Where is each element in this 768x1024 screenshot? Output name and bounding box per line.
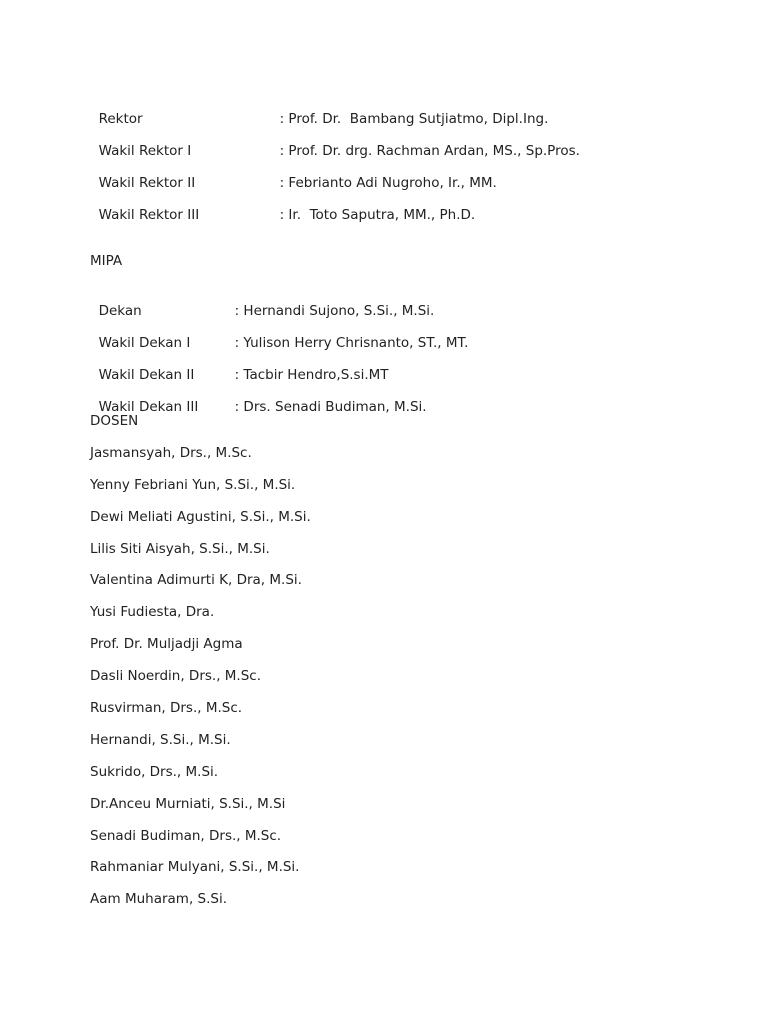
- lecturer-item: Sukrido, Drs., M.Si.: [90, 764, 219, 780]
- official-name: : Hernandi Sujono, S.Si., M.Si.: [234, 303, 435, 319]
- official-name: : Yulison Herry Chrisnanto, ST., MT.: [234, 335, 469, 351]
- wakil-dekan-3-row: [90, 380, 427, 416]
- wakil-rektor-1-row: [90, 124, 580, 160]
- lecturers-heading: DOSEN: [90, 413, 139, 429]
- lecturer-item: Rusvirman, Drs., M.Sc.: [90, 700, 243, 716]
- wakil-rektor-3-row: [90, 188, 475, 224]
- lecturer-item: Prof. Dr. Muljadji Agma: [90, 636, 243, 652]
- lecturer-item: Rahmaniar Mulyani, S.Si., M.Si.: [90, 859, 300, 875]
- official-name: : Tacbir Hendro,S.si.MT: [234, 367, 389, 383]
- lecturer-item: Yusi Fudiesta, Dra.: [90, 604, 215, 620]
- rektor-row: [90, 92, 548, 128]
- official-name: : Drs. Senadi Budiman, M.Si.: [234, 399, 427, 415]
- role-label: Wakil Rektor III: [98, 207, 200, 223]
- lecturer-item: Jasmansyah, Drs., M.Sc.: [90, 445, 252, 461]
- role-label: Wakil Dekan III: [98, 399, 199, 415]
- wakil-rektor-2-row: [90, 156, 497, 192]
- lecturer-item: Senadi Budiman, Drs., M.Sc.: [90, 828, 282, 844]
- official-name: : Febrianto Adi Nugroho, Ir., MM.: [279, 175, 497, 191]
- lecturer-item: Yenny Febriani Yun, S.Si., M.Si.: [90, 477, 296, 493]
- lecturer-item: Valentina Adimurti K, Dra, M.Si.: [90, 572, 302, 588]
- role-label: Rektor: [98, 111, 143, 127]
- official-name: : Prof. Dr. drg. Rachman Ardan, MS., Sp.Pros.: [279, 143, 580, 159]
- wakil-dekan-1-row: [90, 316, 468, 352]
- lecturer-item: Dewi Meliati Agustini, S.Si., M.Si.: [90, 509, 311, 525]
- wakil-dekan-2-row: [90, 348, 389, 384]
- lecturer-item: Hernandi, S.Si., M.Si.: [90, 732, 231, 748]
- official-name: : Prof. Dr. Bambang Sutjiatmo, Dipl.Ing.: [279, 111, 549, 127]
- faculty-heading: MIPA: [90, 253, 123, 269]
- role-label: Wakil Rektor II: [98, 175, 196, 191]
- lecturer-item: Dasli Noerdin, Drs., M.Sc.: [90, 668, 262, 684]
- lecturer-item: Lilis Siti Aisyah, S.Si., M.Si.: [90, 541, 270, 557]
- lecturer-item: Aam Muharam, S.Si.: [90, 891, 228, 907]
- role-label: Dekan: [98, 303, 142, 319]
- role-label: Wakil Rektor I: [98, 143, 192, 159]
- official-name: : Ir. Toto Saputra, MM., Ph.D.: [279, 207, 476, 223]
- dekan-row: [90, 284, 434, 320]
- role-label: Wakil Dekan II: [98, 367, 195, 383]
- role-label: Wakil Dekan I: [98, 335, 191, 351]
- lecturer-item: Dr.Anceu Murniati, S.Si., M.Si: [90, 796, 286, 812]
